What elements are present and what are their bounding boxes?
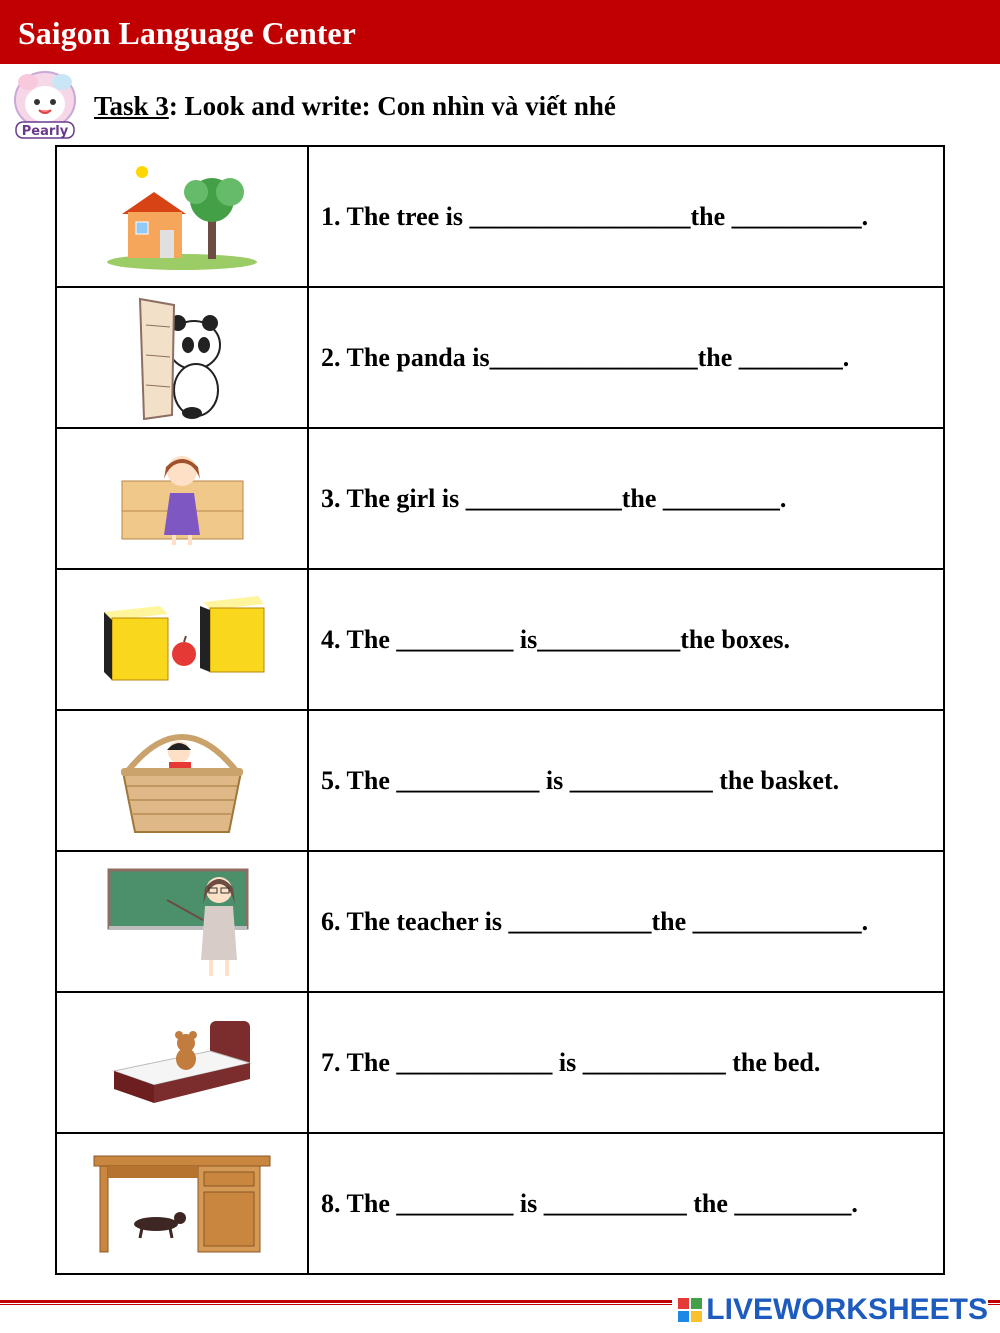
task-label: Task 3 [94, 91, 169, 121]
logo-text: Pearly [21, 124, 69, 139]
table-row [56, 146, 944, 287]
table-row [56, 569, 944, 710]
house-tree-picture [102, 162, 262, 272]
table-row [56, 1133, 944, 1274]
header-title: Saigon Language Center [18, 15, 356, 51]
header-bar [0, 0, 1000, 64]
sentence-1[interactable]: 1. The tree is _________________the __________. [308, 146, 944, 287]
table-row [56, 710, 944, 851]
picture-cell [56, 1133, 308, 1274]
sentence-4[interactable]: 4. The _________ is___________the boxes. [308, 569, 944, 710]
sentence-2[interactable]: 2. The panda is________________the ________. [308, 287, 944, 428]
teacher-board-picture [107, 864, 257, 979]
picture-cell [56, 569, 308, 710]
pearly-mascot-icon [6, 68, 84, 142]
picture-cell [56, 992, 308, 1133]
girl-boxes-picture [120, 449, 245, 549]
task-heading [94, 89, 616, 123]
sentence-6[interactable]: 6. The teacher is ___________the _____________. [308, 851, 944, 992]
table-row [56, 428, 944, 569]
girl-basket-picture [117, 722, 247, 840]
teddy-bed-picture [110, 1013, 255, 1113]
liveworksheets-badge-icon [678, 1298, 702, 1322]
sentence-5[interactable]: 5. The ___________ is ___________ the basket. [308, 710, 944, 851]
panda-wall-picture [132, 295, 232, 420]
table-row [56, 851, 944, 992]
sentence-3[interactable]: 3. The girl is ____________the _________. [308, 428, 944, 569]
picture-cell [56, 146, 308, 287]
dog-desk-picture [92, 1154, 272, 1254]
liveworksheets-logo[interactable] [672, 1293, 988, 1327]
sentence-8[interactable]: 8. The _________ is ___________ the _________. [308, 1133, 944, 1274]
liveworksheets-brand: LIVEWORKSHEETS [706, 1293, 988, 1326]
picture-cell [56, 851, 308, 992]
picture-cell [56, 428, 308, 569]
sentence-7[interactable]: 7. The ____________ is ___________ the bed. [308, 992, 944, 1133]
table-row [56, 992, 944, 1133]
picture-cell [56, 710, 308, 851]
apple-boxes-picture [100, 592, 265, 687]
picture-cell [56, 287, 308, 428]
task-instruction: : Look and write: Con nhìn và viết nhé [168, 91, 616, 121]
table-row [56, 287, 944, 428]
worksheet-table [55, 145, 945, 1275]
